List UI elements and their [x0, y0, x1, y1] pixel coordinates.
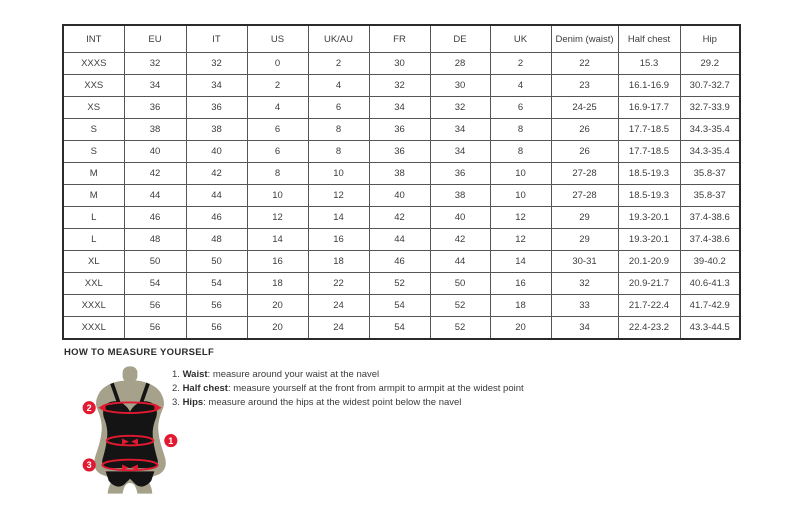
table-cell: 12	[247, 207, 308, 229]
table-cell: 19.3-20.1	[618, 207, 680, 229]
table-cell: 2	[490, 53, 551, 75]
table-cell: 36	[430, 163, 490, 185]
table-cell: 20	[247, 317, 308, 340]
table-header-cell: Half chest	[618, 25, 680, 53]
badge-waist	[164, 434, 177, 447]
table-cell: 23	[551, 75, 618, 97]
table-cell: 38	[369, 163, 430, 185]
table-cell: 19.3-20.1	[618, 229, 680, 251]
table-cell: 56	[124, 295, 186, 317]
table-cell: 18	[308, 251, 369, 273]
table-cell: M	[63, 163, 124, 185]
size-conversion-table	[62, 24, 741, 340]
table-cell: 43.3-44.5	[680, 317, 740, 340]
table-cell: 54	[186, 273, 247, 295]
table-cell: S	[63, 141, 124, 163]
table-cell: 8	[490, 141, 551, 163]
table-cell: 40.6-41.3	[680, 273, 740, 295]
table-cell: 29.2	[680, 53, 740, 75]
badge-chest-number: 2	[86, 402, 92, 413]
table-cell: 22	[308, 273, 369, 295]
badge-hips	[83, 458, 96, 471]
table-cell: 52	[430, 317, 490, 340]
table-cell: 33	[551, 295, 618, 317]
table-cell: 8	[247, 163, 308, 185]
table-cell: S	[63, 119, 124, 141]
size-table-container	[62, 24, 737, 340]
measure-step-text: : measure around your waist at the navel	[207, 369, 380, 380]
table-cell: 32	[124, 53, 186, 75]
table-cell: 20.1-20.9	[618, 251, 680, 273]
table-cell: 35.8-37	[680, 185, 740, 207]
measure-step-label: Hips	[182, 397, 204, 408]
table-cell: XL	[63, 251, 124, 273]
measurement-figure	[77, 366, 183, 494]
table-cell: 14	[490, 251, 551, 273]
table-cell: XXXL	[63, 317, 124, 340]
table-cell: 34.3-35.4	[680, 141, 740, 163]
table-cell: 22.4-23.2	[618, 317, 680, 340]
table-row	[63, 251, 740, 273]
table-row	[63, 163, 740, 185]
table-cell: 16.1-16.9	[618, 75, 680, 97]
table-header-cell: US	[247, 25, 308, 53]
table-cell: 26	[551, 141, 618, 163]
table-cell: 38	[430, 185, 490, 207]
table-cell: 12	[308, 185, 369, 207]
table-cell: 15.3	[618, 53, 680, 75]
badge-waist-number: 1	[168, 435, 174, 446]
table-cell: 18.5-19.3	[618, 185, 680, 207]
table-cell: 26	[551, 119, 618, 141]
table-row	[63, 229, 740, 251]
table-cell: 20.9-21.7	[618, 273, 680, 295]
table-cell: 36	[124, 97, 186, 119]
table-cell: 14	[308, 207, 369, 229]
table-cell: 20	[490, 317, 551, 340]
table-cell: 46	[369, 251, 430, 273]
table-cell: 42	[369, 207, 430, 229]
table-cell: L	[63, 207, 124, 229]
table-cell: 29	[551, 207, 618, 229]
table-cell: 30-31	[551, 251, 618, 273]
table-cell: 34	[551, 317, 618, 340]
table-cell: 28	[430, 53, 490, 75]
table-cell: 40	[124, 141, 186, 163]
table-cell: 21.7-22.4	[618, 295, 680, 317]
table-cell: 34	[430, 141, 490, 163]
table-cell: 36	[186, 97, 247, 119]
table-cell: 27-28	[551, 185, 618, 207]
table-cell: 2	[247, 75, 308, 97]
table-cell: 30.7-32.7	[680, 75, 740, 97]
table-cell: 44	[186, 185, 247, 207]
table-cell: 36	[369, 141, 430, 163]
table-row	[63, 119, 740, 141]
table-cell: 12	[490, 229, 551, 251]
table-cell: 4	[247, 97, 308, 119]
table-cell: 50	[430, 273, 490, 295]
table-cell: 18.5-19.3	[618, 163, 680, 185]
table-row	[63, 185, 740, 207]
table-cell: 34	[124, 75, 186, 97]
table-cell: 14	[247, 229, 308, 251]
table-cell: 32	[551, 273, 618, 295]
table-cell: 54	[369, 295, 430, 317]
table-cell: 34	[186, 75, 247, 97]
table-cell: 46	[186, 207, 247, 229]
table-header-cell: FR	[369, 25, 430, 53]
table-cell: 6	[247, 119, 308, 141]
table-cell: 34	[369, 97, 430, 119]
table-cell: XXXS	[63, 53, 124, 75]
measure-step-text: : measure around the hips at the widest point below the navel	[203, 397, 462, 408]
badge-chest	[83, 401, 96, 414]
table-cell: 24-25	[551, 97, 618, 119]
table-cell: 10	[247, 185, 308, 207]
table-cell: 48	[124, 229, 186, 251]
measure-step-number: 2.	[172, 383, 183, 394]
table-cell: 30	[430, 75, 490, 97]
table-cell: 32	[369, 75, 430, 97]
table-cell: 38	[186, 119, 247, 141]
size-table-header-row	[63, 25, 740, 53]
measure-step-label: Waist	[182, 369, 208, 380]
table-cell: 50	[186, 251, 247, 273]
table-cell: 52	[430, 295, 490, 317]
table-cell: L	[63, 229, 124, 251]
table-cell: 10	[490, 185, 551, 207]
table-cell: 56	[186, 317, 247, 340]
table-cell: XS	[63, 97, 124, 119]
table-cell: 20	[247, 295, 308, 317]
table-cell: 37.4-38.6	[680, 207, 740, 229]
table-header-cell: Denim (waist)	[551, 25, 618, 53]
measure-step-label: Half chest	[182, 383, 228, 394]
table-cell: 34.3-35.4	[680, 119, 740, 141]
table-cell: 16	[247, 251, 308, 273]
table-cell: 42	[430, 229, 490, 251]
measure-section-title: HOW TO MEASURE YOURSELF	[64, 347, 215, 358]
table-cell: 16.9-17.7	[618, 97, 680, 119]
table-cell: 17.7-18.5	[618, 119, 680, 141]
table-cell: 17.7-18.5	[618, 141, 680, 163]
table-header-cell: UK	[490, 25, 551, 53]
table-cell: 8	[490, 119, 551, 141]
table-cell: 24	[308, 295, 369, 317]
table-cell: 16	[308, 229, 369, 251]
table-cell: 46	[124, 207, 186, 229]
table-cell: 10	[308, 163, 369, 185]
table-cell: 32.7-33.9	[680, 97, 740, 119]
table-cell: 34	[430, 119, 490, 141]
table-cell: 6	[308, 97, 369, 119]
table-cell: 4	[490, 75, 551, 97]
table-cell: 41.7-42.9	[680, 295, 740, 317]
table-cell: 44	[369, 229, 430, 251]
table-cell: 39-40.2	[680, 251, 740, 273]
table-cell: 56	[124, 317, 186, 340]
table-cell: 54	[369, 317, 430, 340]
table-cell: 6	[247, 141, 308, 163]
table-cell: 8	[308, 119, 369, 141]
table-row	[63, 273, 740, 295]
table-cell: 24	[308, 317, 369, 340]
table-cell: XXS	[63, 75, 124, 97]
size-table-body	[63, 53, 740, 340]
table-cell: 38	[124, 119, 186, 141]
mannequin-illustration	[77, 366, 183, 494]
measure-steps-list	[172, 368, 524, 410]
table-cell: 56	[186, 295, 247, 317]
table-cell: 32	[430, 97, 490, 119]
table-cell: M	[63, 185, 124, 207]
table-cell: 0	[247, 53, 308, 75]
table-cell: 35.8-37	[680, 163, 740, 185]
table-cell: 48	[186, 229, 247, 251]
table-cell: 30	[369, 53, 430, 75]
table-cell: 44	[124, 185, 186, 207]
table-header-cell: EU	[124, 25, 186, 53]
table-cell: 32	[186, 53, 247, 75]
table-header-cell: IT	[186, 25, 247, 53]
table-cell: 44	[430, 251, 490, 273]
table-cell: 22	[551, 53, 618, 75]
measure-step	[172, 368, 524, 382]
table-row	[63, 141, 740, 163]
table-cell: 36	[369, 119, 430, 141]
table-cell: 40	[369, 185, 430, 207]
measure-step	[172, 396, 524, 410]
table-row	[63, 53, 740, 75]
badge-hips-number: 3	[86, 460, 92, 471]
measure-step-number: 3.	[172, 397, 183, 408]
table-cell: 8	[308, 141, 369, 163]
table-cell: 54	[124, 273, 186, 295]
table-header-cell: Hip	[680, 25, 740, 53]
table-row	[63, 75, 740, 97]
table-cell: 12	[490, 207, 551, 229]
table-row	[63, 295, 740, 317]
measure-step	[172, 382, 524, 396]
table-cell: 18	[247, 273, 308, 295]
table-header-cell: UK/AU	[308, 25, 369, 53]
table-cell: XXXL	[63, 295, 124, 317]
table-row	[63, 317, 740, 340]
table-cell: 27-28	[551, 163, 618, 185]
table-header-cell: DE	[430, 25, 490, 53]
table-cell: 37.4-38.6	[680, 229, 740, 251]
table-cell: 18	[490, 295, 551, 317]
table-cell: 6	[490, 97, 551, 119]
table-cell: 42	[186, 163, 247, 185]
measure-step-text: : measure yourself at the front from armpit to armpit at the widest point	[227, 383, 524, 394]
table-cell: 2	[308, 53, 369, 75]
table-row	[63, 97, 740, 119]
measure-step-number: 1.	[172, 369, 183, 380]
table-cell: XXL	[63, 273, 124, 295]
table-cell: 10	[490, 163, 551, 185]
table-cell: 40	[430, 207, 490, 229]
table-cell: 29	[551, 229, 618, 251]
table-cell: 50	[124, 251, 186, 273]
table-cell: 4	[308, 75, 369, 97]
table-header-cell: INT	[63, 25, 124, 53]
table-row	[63, 207, 740, 229]
table-cell: 40	[186, 141, 247, 163]
table-cell: 16	[490, 273, 551, 295]
table-cell: 52	[369, 273, 430, 295]
table-cell: 42	[124, 163, 186, 185]
